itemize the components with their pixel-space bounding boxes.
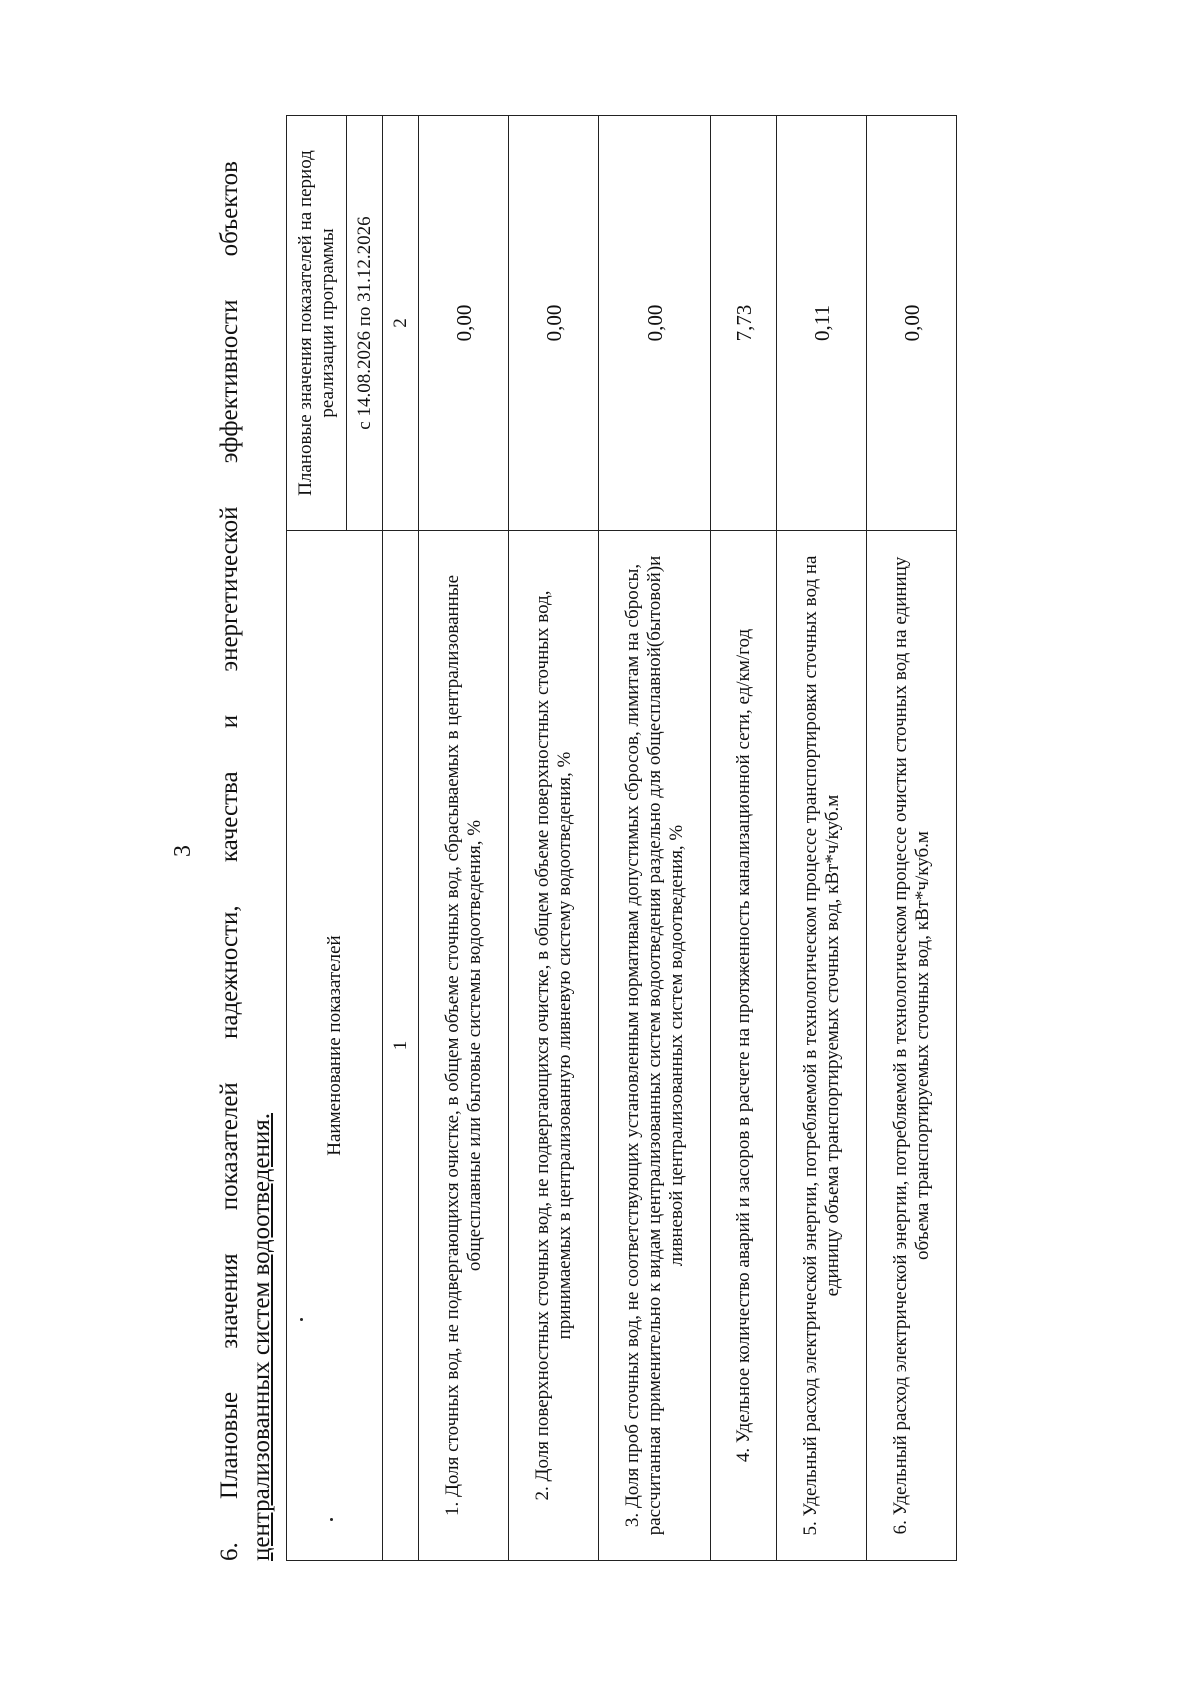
- header-period: с 14.08.2026 по 31.12.2026: [347, 116, 383, 531]
- indicator-value: 7,73: [711, 116, 777, 531]
- table-row: [777, 116, 867, 1561]
- rotated-document-sheet: [150, 81, 1050, 1621]
- heading-word: Плановые: [216, 1391, 243, 1500]
- heading-line-1: [214, 161, 246, 1561]
- indicator-name: 5. Удельный расход электрической энергии, потребляемой в технологическом процессе транспортировки сточных вод на единицу объема транспортируемых сточных вод, кВт*ч/куб.м: [777, 531, 867, 1561]
- section-heading: [214, 161, 278, 1561]
- table-row: [867, 116, 957, 1561]
- indicator-name: 6. Удельный расход электрической энергии, потребляемой в технологическом процессе очистки сточных вод на единицу объема транспортируемых сточных вод, кВт*ч/куб.м: [867, 531, 957, 1561]
- heading-word: энергетической: [216, 506, 243, 672]
- heading-line-2: централизованных систем водоотведения.: [248, 1113, 275, 1561]
- page-number: 3: [170, 845, 196, 857]
- column-number-2: 2: [383, 116, 419, 531]
- table-row: [509, 116, 599, 1561]
- heading-word: 6.: [216, 1542, 243, 1561]
- heading-word: надежности,: [216, 905, 243, 1040]
- table-row: [711, 116, 777, 1561]
- indicator-name: 1. Доля сточных вод, не подвергающихся очистке, в общем объеме сточных вод, сбрасываемых в централизованные общесплавные или бытовые системы водоотведения, %: [419, 531, 509, 1561]
- indicators-table: [286, 115, 957, 1561]
- heading-word: и: [216, 714, 243, 729]
- scan-speck: [330, 1518, 333, 1521]
- heading-word: показателей: [216, 1082, 243, 1211]
- indicator-value: 0,11: [777, 116, 867, 531]
- heading-word: эффективности: [216, 299, 243, 464]
- scan-speck: [300, 1318, 303, 1321]
- header-plan-values: Плановые значения показателей на период реализации программы: [287, 116, 347, 531]
- indicator-value: 0,00: [599, 116, 711, 531]
- table-header-row: [287, 116, 347, 1561]
- indicator-name: 4. Удельное количество аварий и засоров в расчете на протяженность канализационной сети, ед/км/год: [711, 531, 777, 1561]
- indicator-value: 0,00: [867, 116, 957, 531]
- header-indicator-name: Наименование показателей: [287, 531, 383, 1561]
- heading-word: значения: [216, 1253, 243, 1349]
- indicator-name: 2. Доля поверхностных сточных вод, не подвергающихся очистке, в общем объеме поверхностных сточных вод, принимаемых в централизованную ливневую систему водоотведения, %: [509, 531, 599, 1561]
- heading-word: качества: [216, 771, 243, 863]
- indicator-name: 3. Доля проб сточных вод, не соответствующих установленным нормативам допустимых сбросов, лимитам на сбросы, рассчитанная применительно к видам централизованных систем водоотведения раздельно для общесплавной(бытовой)и ливневой централизованных систем водоотведения, %: [599, 531, 711, 1561]
- indicator-value: 0,00: [509, 116, 599, 531]
- heading-word: объектов: [216, 161, 243, 257]
- column-number-1: 1: [383, 531, 419, 1561]
- table-row: [599, 116, 711, 1561]
- table-row: [419, 116, 509, 1561]
- indicator-value: 0,00: [419, 116, 509, 531]
- table-column-number-row: [383, 116, 419, 1561]
